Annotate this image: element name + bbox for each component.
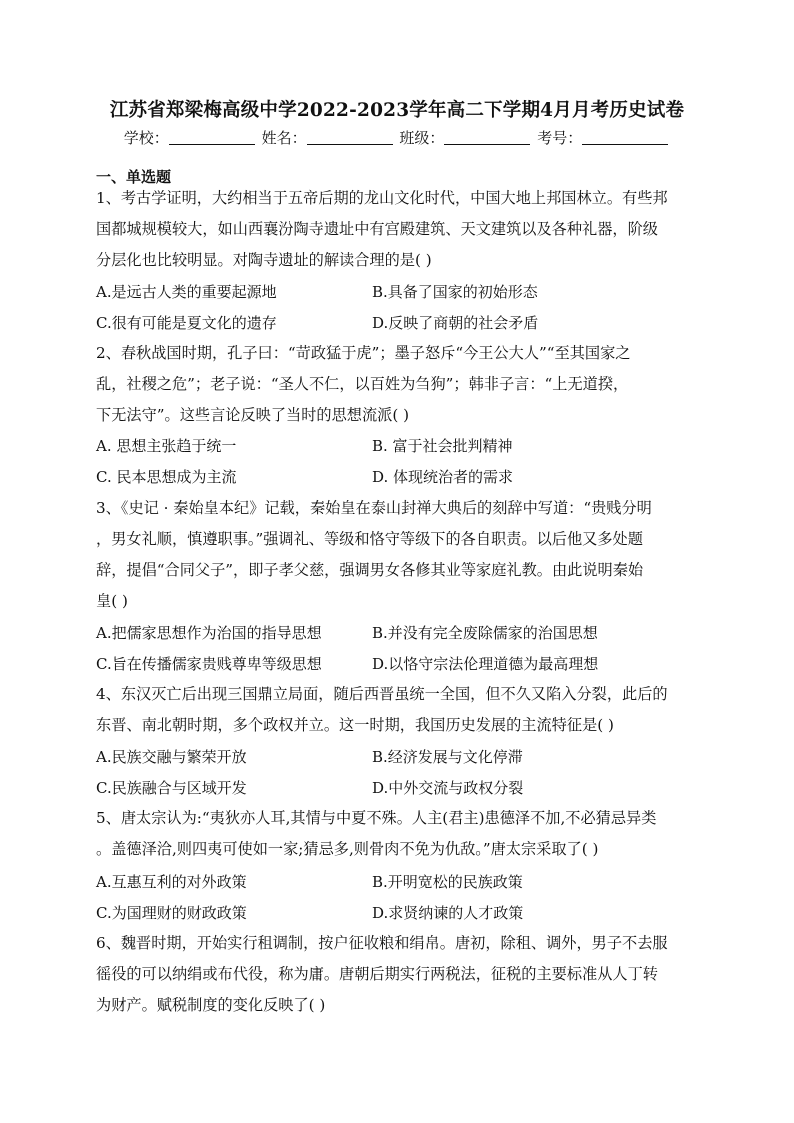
option-c[interactable]: C. 民本思想成为主流	[96, 468, 237, 486]
question-6	[96, 928, 696, 1021]
question-line: 国都城规模较大，如山西襄汾陶寺遗址中有宫殿建筑、天文建筑以及各种礼器，阶级	[96, 220, 658, 238]
option-b[interactable]: B.具备了国家的初始形态	[372, 283, 538, 301]
question-line: 。盖德泽洽,则四夷可使如一家;猜忌多,则骨肉不免为仇敌。”唐太宗采取了( )	[96, 840, 599, 858]
question-2	[96, 338, 696, 431]
number-blank[interactable]	[582, 130, 668, 145]
question-line: 5、唐太宗认为:“夷狄亦人耳,其情与中夏不殊。人主(君主)患德泽不加,不必猜忌异类	[96, 809, 657, 827]
name-blank[interactable]	[307, 130, 393, 145]
option-a[interactable]: A. 思想主张趋于统一	[96, 437, 237, 455]
option-a[interactable]: A.把儒家思想作为治国的指导思想	[96, 624, 322, 642]
question-1	[96, 183, 696, 276]
option-d[interactable]: D.反映了商朝的社会矛盾	[372, 314, 539, 332]
option-a[interactable]: A.民族交融与繁荣开放	[96, 748, 247, 766]
option-d[interactable]: D. 体现统治者的需求	[372, 468, 514, 486]
question-1-options	[96, 277, 696, 339]
question-5	[96, 803, 696, 865]
option-d[interactable]: D.中外交流与政权分裂	[372, 779, 524, 797]
option-b[interactable]: B.经济发展与文化停滞	[372, 748, 523, 766]
school-label: 学校：	[123, 129, 169, 147]
question-line: 3、《史记 · 秦始皇本纪》记载，秦始皇在泰山封禅大典后的刻辞中写道：“贵贱分明	[96, 499, 652, 517]
number-label: 考号：	[537, 129, 583, 147]
question-line: ，男女礼顺，慎遵职事。”强调礼、等级和恪守等级下的各自职责。以后他又多处题	[96, 530, 643, 548]
question-line: 为财产。赋税制度的变化反映了( )	[96, 996, 326, 1014]
question-5-options	[96, 867, 696, 929]
question-line: 皇( )	[96, 592, 128, 610]
option-d[interactable]: D.求贤纳谏的人才政策	[372, 904, 524, 922]
question-3	[96, 493, 696, 617]
question-4-options	[96, 742, 696, 804]
question-3-options	[96, 618, 696, 680]
option-a[interactable]: A.是远古人类的重要起源地	[96, 283, 277, 301]
question-line: 辞，提倡“合同父子”，即子孝父慈，强调男女各修其业等家庭礼教。由此说明秦始	[96, 561, 644, 579]
section-heading: 一、单选题	[96, 168, 172, 186]
option-d[interactable]: D.以恪守宗法伦理道德为最高理想	[372, 655, 599, 673]
question-line: 乱，社稷之危”；老子说：“圣人不仁，以百姓为刍狗”；韩非子言：“上无道揆，	[96, 375, 629, 393]
option-c[interactable]: C.为国理财的财政政策	[96, 904, 247, 922]
page-title: 江苏省郑梁梅高级中学2022-2023学年高二下学期4月月考历史试卷	[109, 100, 685, 121]
question-line: 东晋、南北朝时期，多个政权并立。这一时期，我国历史发展的主流特征是( )	[96, 716, 614, 734]
question-line: 分层化也比较明显。对陶寺遗址的解读合理的是( )	[96, 251, 432, 269]
question-4	[96, 679, 696, 741]
question-line: 6、魏晋时期，开始实行租调制，按户征收粮和绢帛。唐初，除租、调外，男子不去服	[96, 934, 668, 952]
class-label: 班级：	[399, 129, 445, 147]
option-c[interactable]: C.旨在传播儒家贵贱尊卑等级思想	[96, 655, 322, 673]
option-c[interactable]: C.民族融合与区域开发	[96, 779, 247, 797]
question-2-options	[96, 431, 696, 493]
option-b[interactable]: B.开明宽松的民族政策	[372, 873, 523, 891]
question-line: 2、春秋战国时期，孔子曰：“苛政猛于虎”；墨子怒斥“今王公大人”“至其国家之	[96, 344, 631, 362]
option-a[interactable]: A.互惠互利的对外政策	[96, 873, 247, 891]
question-line: 4、东汉灭亡后出现三国鼎立局面，随后西晋虽统一全国，但不久又陷入分裂，此后的	[96, 685, 668, 703]
option-b[interactable]: B.并没有完全废除儒家的治国思想	[372, 624, 598, 642]
class-blank[interactable]	[444, 130, 530, 145]
question-line: 下无法守”。这些言论反映了当时的思想流派( )	[96, 406, 410, 424]
question-line: 徭役的可以纳绢或布代役，称为庸。唐朝后期实行两税法，征税的主要标准从人丁转	[96, 965, 658, 983]
student-info-line	[0, 127, 794, 148]
question-line: 1、考古学证明，大约相当于五帝后期的龙山文化时代，中国大地上邦国林立。有些邦	[96, 189, 668, 207]
option-c[interactable]: C.很有可能是夏文化的遗存	[96, 314, 277, 332]
name-label: 姓名：	[261, 129, 307, 147]
option-b[interactable]: B. 富于社会批判精神	[372, 437, 513, 455]
school-blank[interactable]	[169, 130, 255, 145]
